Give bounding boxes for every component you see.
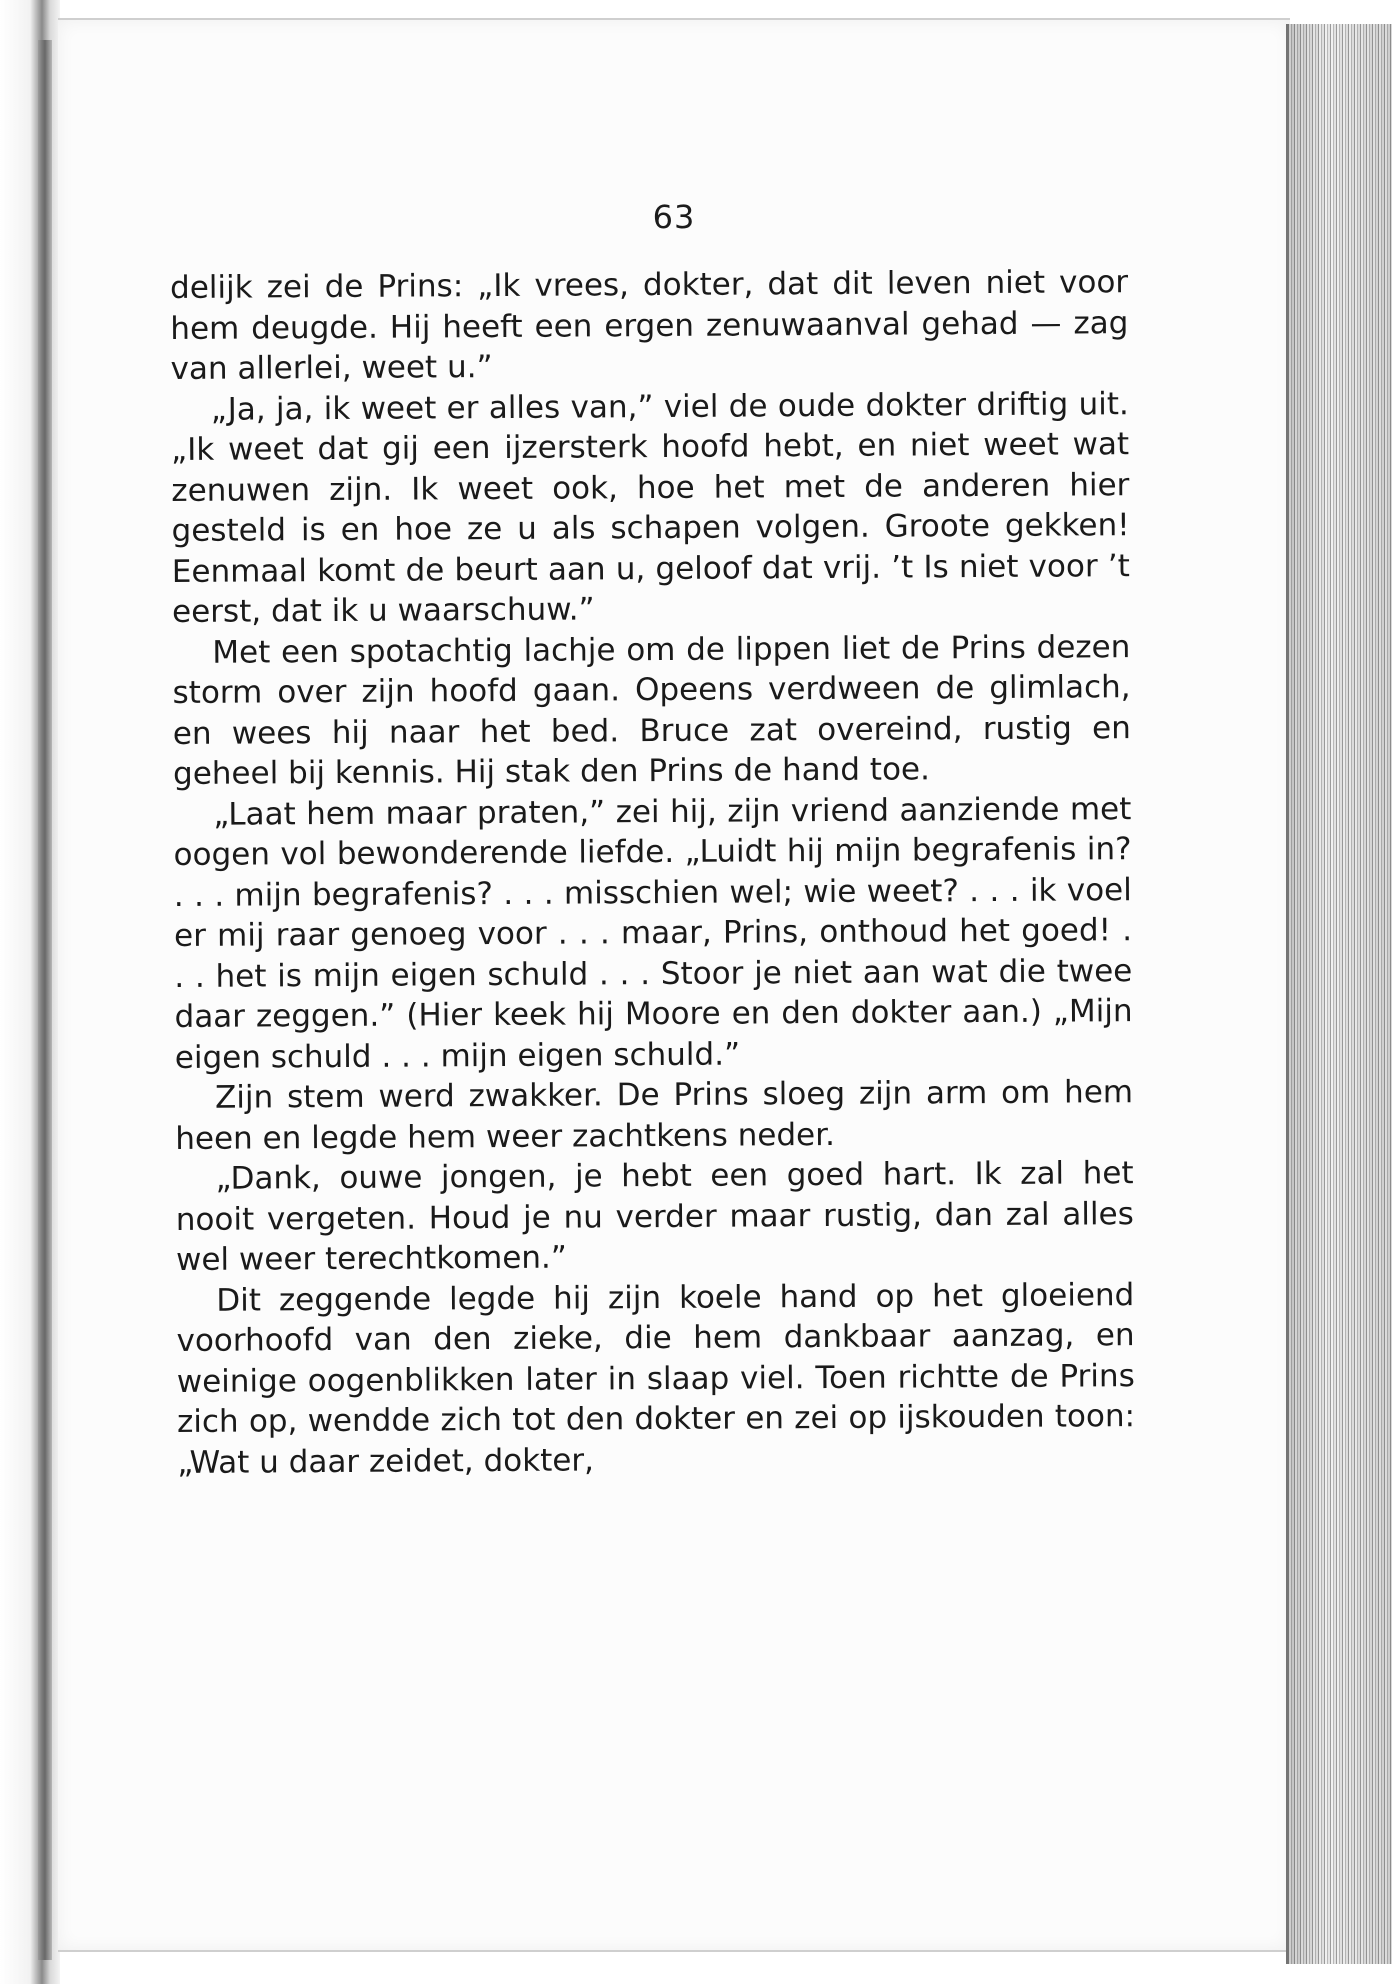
paragraph-4: „Laat hem maar praten,” zei hij, zijn vriend aanziende met oogen vol bewonderende liefde. „Luidt hij mijn begrafenis in? . . . mijn begrafenis? . . . misschien wel; wie weet? . . . ik voel er mij raar genoeg voor . . . maar, Prins, onthoud het goed! . . . het is mijn eigen schuld . . . Stoor je niet aan wat die twee daar zeggen.” (Hier keek hij Moore en den dokter aan.) „Mijn eigen schuld . . . mijn eigen schuld.” xyxy=(173,790,1133,1076)
paragraph-5: Zijn stem werd zwakker. De Prins sloeg zijn arm om hem heen en legde hem weer zachtkens neder. xyxy=(175,1074,1134,1157)
page-block-shadow xyxy=(1286,24,1392,1964)
paragraph-6: „Dank, ouwe jongen, je hebt een goed hart. Ik zal het nooit vergeten. Houd je nu verder maar rustig, dan zal alles wel weer terechtkomen.” xyxy=(175,1155,1134,1278)
paragraph-1: delijk zei de Prins: „Ik vrees, dokter, dat dit leven niet voor hem deugde. Hij heeft een ergen zenuwaanval gehad — zag van allerlei, weet u.” xyxy=(170,264,1129,387)
page-number: 63 xyxy=(652,198,696,236)
book-page xyxy=(58,18,1290,1952)
paragraph-7: Dit zeggende legde hij zijn koele hand op het gloeiend voorhoofd van den zieke, die hem dankbaar aanzag, en weinige oogenblikken later in slaap viel. Toen richtte de Prins zich op, wendde zich tot den dokter en zei op ijskouden toon: „Wat u daar zeidet, dokter, xyxy=(176,1276,1136,1481)
book-gutter-shadow xyxy=(38,40,52,1960)
page-body xyxy=(170,262,1135,1483)
paragraph-3: Met een spotachtig lachje om de lippen liet de Prins dezen storm over zijn hoofd gaan. Opeens verdween de glimlach, en wees hij naar het bed. Bruce zat overeind, rustig en geheel bij kennis. Hij stak den Prins de hand toe. xyxy=(172,628,1131,792)
paragraph-2: „Ja, ja, ik weet er alles van,” viel de oude dokter driftig uit. „Ik weet dat gij een ijzersterk hoofd hebt, en niet weet wat zenuwen zijn. Ik weet ook, hoe het met de anderen hier gesteld is en hoe ze u als schapen volgen. Groote gekken! Eenmaal komt de beurt aan u, geloof dat vrij. ’t Is niet voor ’t eerst, dat ik u waarschuw.” xyxy=(171,385,1130,630)
